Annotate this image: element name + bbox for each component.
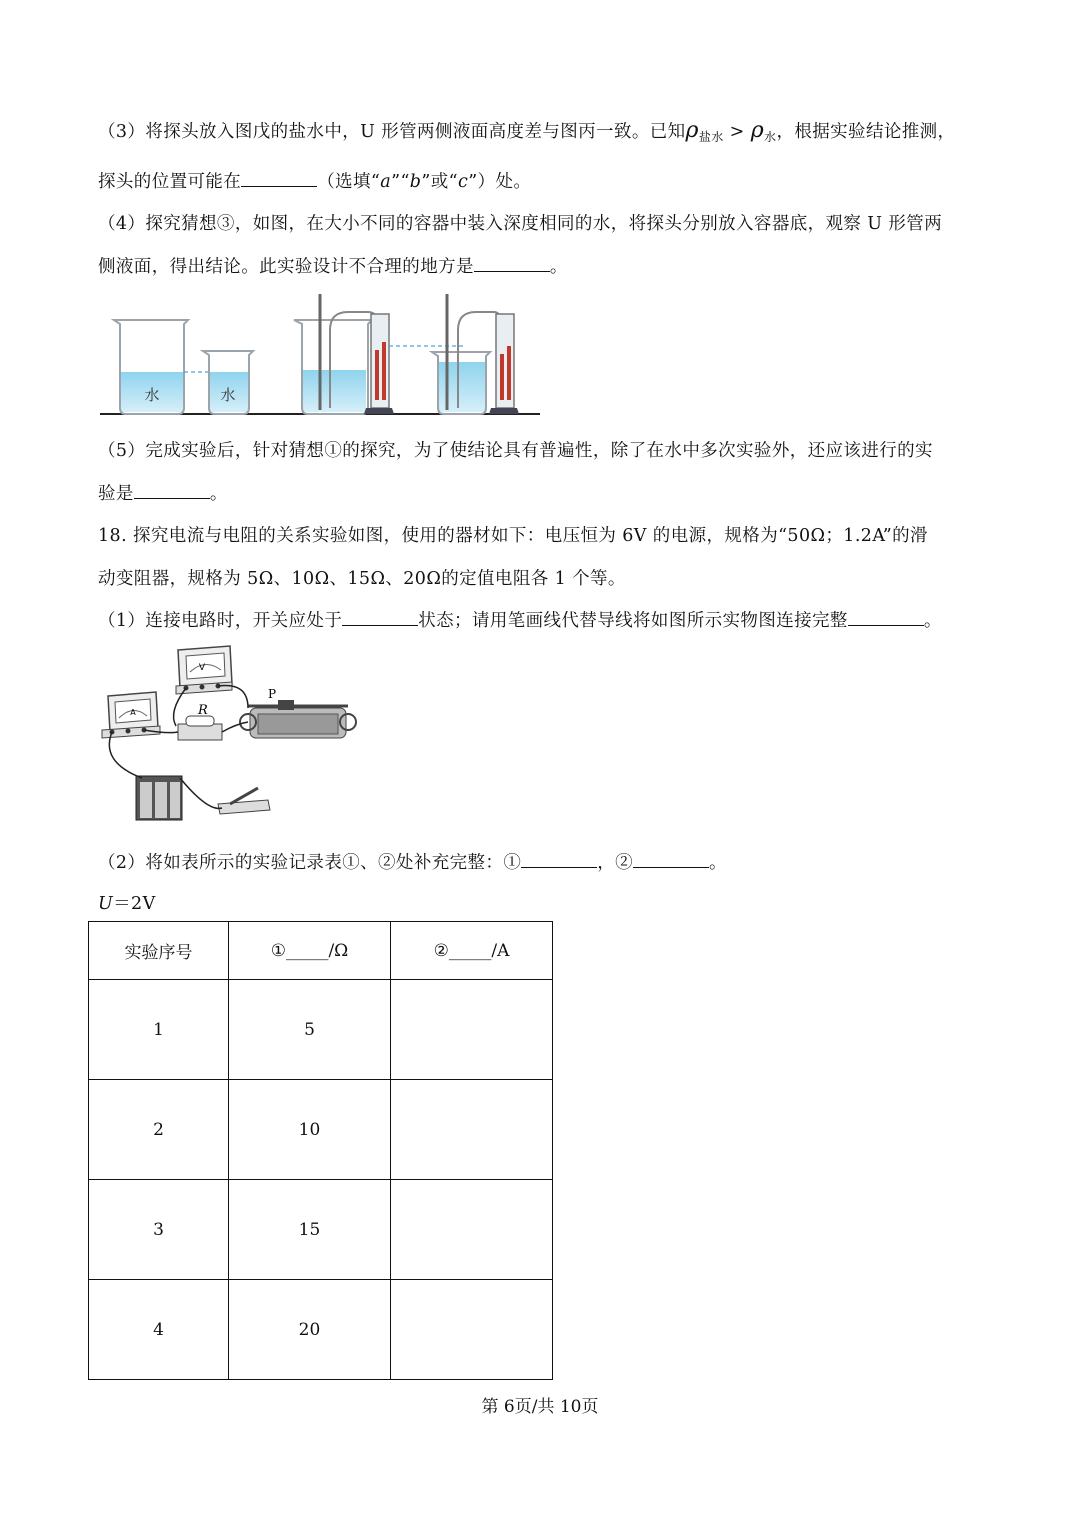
small-beaker (203, 351, 253, 414)
record-table (88, 921, 553, 1380)
answer-blank[interactable] (241, 185, 317, 187)
text: （1）连接电路时，开关应处于 (98, 611, 343, 631)
table-cell: 4 (89, 1280, 229, 1380)
q17-part3-text: （3）将探头放入图戊的盐水中，U 形管两侧液面高度差与图丙一致。已知 (98, 122, 686, 142)
text: 状态；请用笔画线代替导线将如图所示实物图连接完整 (418, 611, 848, 631)
table-cell: 10 (229, 1080, 391, 1180)
answer-blank[interactable] (633, 866, 709, 868)
slider-label: P (268, 687, 277, 701)
probe-setup-large (294, 294, 394, 414)
subscript-water: 水 (764, 130, 777, 144)
voltmeter-label: V (198, 663, 206, 673)
text: 。 (709, 853, 727, 873)
text: 18. 探究电流与电阻的关系实验如图，使用的器材如下：电压恒为 6V 的电源，规格为“50Ω；1.2A”的滑 (98, 526, 928, 546)
q17-part3-text-end: ，根据实验结论推测， (776, 122, 956, 142)
header-cell: 实验序号 (89, 922, 229, 980)
table-cell: 3 (89, 1180, 229, 1280)
table-row (89, 1280, 553, 1380)
q18-part1 (98, 607, 942, 632)
table-header-row (89, 922, 553, 980)
probe-setup-small (432, 294, 519, 414)
answer-blank[interactable] (134, 497, 210, 499)
answer-blank[interactable] (848, 624, 924, 626)
circuit-figure (98, 642, 368, 827)
table-cell: 5 (229, 980, 391, 1080)
resistor-label: R (198, 703, 208, 718)
option-a: a (380, 172, 392, 192)
subscript-salt-water: 盐水 (698, 130, 724, 144)
text: 验是 (98, 484, 134, 504)
rheostat (240, 687, 356, 738)
table-cell: 15 (229, 1180, 391, 1280)
text: ＝2V (113, 894, 156, 914)
header-cell: ①_____/Ω (229, 922, 391, 980)
q17-part5-line1 (98, 437, 933, 462)
voltage-label (98, 890, 156, 915)
table-cell[interactable] (391, 1180, 553, 1280)
text: （选填“ (317, 172, 381, 192)
text: 。 (209, 484, 228, 504)
option-c: c (458, 172, 469, 192)
text: （4）探究猜想③，如图，在大小不同的容器中装入深度相同的水，将探头分别放入容器底，观察 U 形管两 (98, 214, 943, 234)
table-cell: 1 (89, 980, 229, 1080)
battery (136, 776, 182, 820)
q18-intro-line2 (98, 565, 626, 590)
greater-than: > (723, 122, 751, 142)
answer-blank[interactable] (342, 624, 418, 626)
beaker-label: 水 (220, 386, 236, 404)
text: （2）将如表所示的实验记录表①、②处补充完整：① (98, 853, 522, 873)
ammeter-label: A (130, 708, 136, 717)
table-row (89, 980, 553, 1080)
rho-symbol: ρ (685, 118, 699, 143)
voltmeter (176, 646, 232, 694)
text: 。 (923, 611, 942, 631)
text: ，② (597, 853, 634, 873)
text: U (98, 894, 114, 914)
text: 探头的位置可能在 (98, 172, 242, 192)
table-cell[interactable] (391, 1280, 553, 1380)
table-cell[interactable] (391, 1080, 553, 1180)
table-cell: 20 (229, 1280, 391, 1380)
q17-part4-line2 (98, 253, 568, 278)
text: 。 (549, 257, 568, 277)
text: 侧液面，得出结论。此实验设计不合理的地方是 (98, 257, 474, 277)
resistor (178, 703, 222, 740)
text: 动变阻器，规格为 5Ω、10Ω、15Ω、20Ω的定值电阻各 1 个等。 (98, 569, 626, 589)
q17-part3-line1 (98, 118, 955, 145)
switch (218, 788, 270, 814)
q18-intro-line1 (98, 522, 928, 547)
q18-part2 (98, 849, 727, 874)
text: （5）完成实验后，针对猜想①的探究，为了使结论具有普遍性，除了在水中多次实验外，还应该进行的实 (98, 441, 933, 461)
table-cell: 2 (89, 1080, 229, 1180)
text: ”或“ (421, 172, 458, 192)
option-b: b (409, 172, 422, 192)
text: ”“ (391, 172, 410, 192)
answer-blank[interactable] (474, 270, 550, 272)
beaker-label: 水 (144, 386, 160, 404)
beaker-u-tube-figure (96, 290, 546, 420)
answer-blank[interactable] (521, 866, 597, 868)
table-row (89, 1180, 553, 1280)
q17-part5-line2 (98, 480, 228, 505)
table-row (89, 1080, 553, 1180)
rho-symbol: ρ (750, 118, 765, 143)
header-cell: ②_____/A (391, 922, 553, 980)
text: ”）处。 (468, 172, 532, 192)
q17-part4-line1 (98, 210, 942, 235)
page-footer: 第 6页/共 10页 (481, 1397, 599, 1417)
q17-part3-line2 (98, 168, 531, 193)
table-cell[interactable] (391, 980, 553, 1080)
